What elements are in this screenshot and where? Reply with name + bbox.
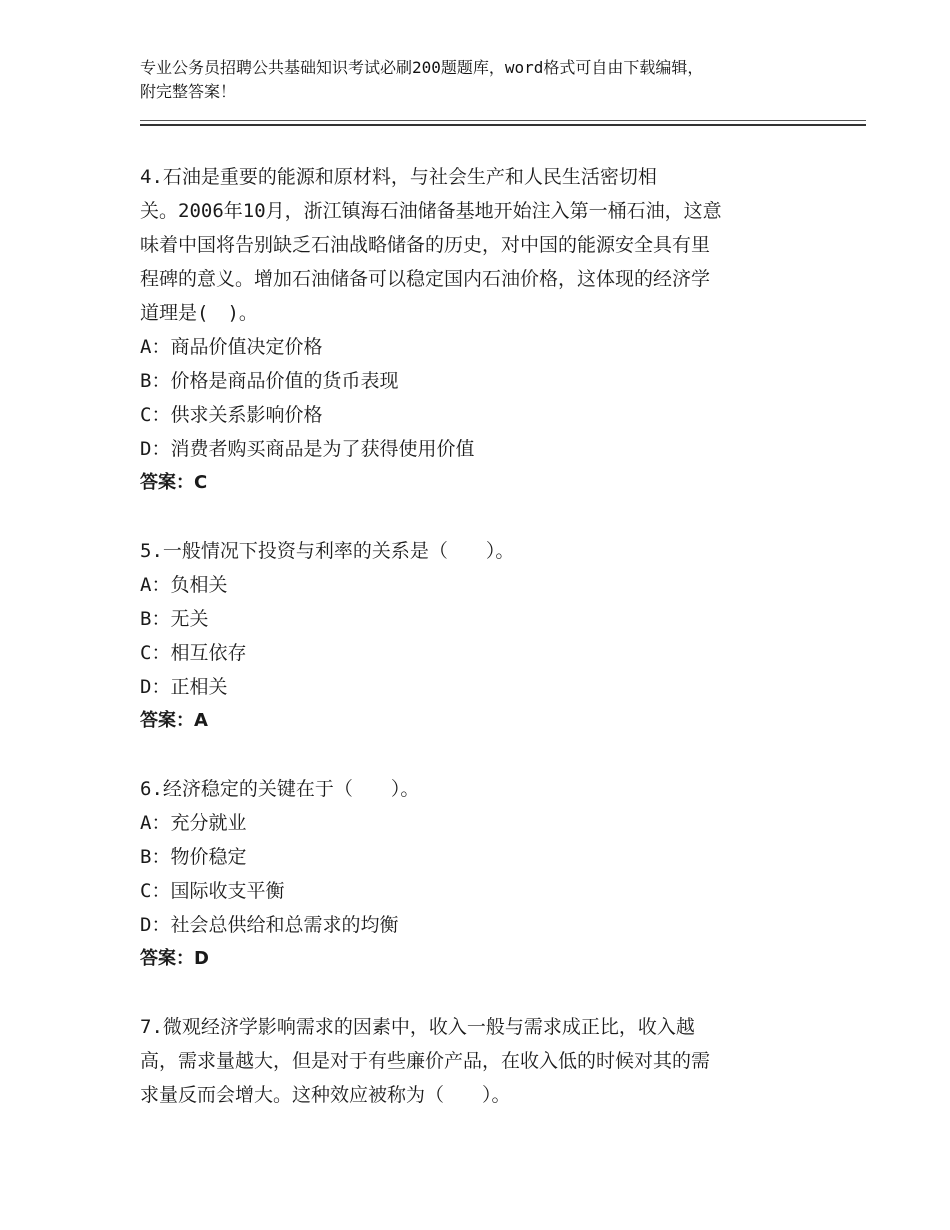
stem-line: 高，需求量越大，但是对于有些廉价产品，在收入低的时候对其的需 [140, 1050, 711, 1072]
option-d: D：正相关 [140, 676, 228, 698]
header-line-1: 专业公务员招聘公共基础知识考试必刷200题题库，word格式可自由下载编辑， [140, 58, 704, 77]
option-c: C：供求关系影响价格 [140, 404, 323, 426]
header-line-2: 附完整答案！ [140, 82, 237, 101]
answer-label: 答案：C [140, 472, 208, 493]
header-divider-thick [140, 124, 866, 126]
stem-line: 道理是( )。 [140, 302, 258, 324]
answer-label: 答案：D [140, 948, 209, 969]
option-a: A：充分就业 [140, 812, 247, 834]
stem-line: 6.经济稳定的关键在于（ ）。 [140, 778, 420, 800]
option-d: D：消费者购买商品是为了获得使用价值 [140, 438, 475, 460]
question-4 [140, 160, 840, 500]
option-b: B：价格是商品价值的货币表现 [140, 370, 399, 392]
question-7 [140, 1010, 840, 1112]
question-stem [140, 772, 840, 806]
question-list [140, 160, 840, 1146]
answer-label: 答案：A [140, 710, 208, 731]
option-b: B：无关 [140, 608, 209, 630]
stem-line: 4.石油是重要的能源和原材料，与社会生产和人民生活密切相 [140, 166, 657, 188]
stem-line: 求量反而会增大。这种效应被称为（ ）。 [140, 1084, 511, 1106]
option-d: D：社会总供给和总需求的均衡 [140, 914, 399, 936]
option-b: B：物价稳定 [140, 846, 247, 868]
question-stem [140, 160, 840, 330]
option-c: C：相互依存 [140, 642, 247, 664]
document-header [140, 56, 820, 104]
header-divider-thin [140, 120, 866, 121]
stem-line: 程碑的意义。增加石油储备可以稳定国内石油价格，这体现的经济学 [140, 268, 711, 290]
question-stem [140, 534, 840, 568]
stem-line: 5.一般情况下投资与利率的关系是（ ）。 [140, 540, 515, 562]
option-c: C：国际收支平衡 [140, 880, 285, 902]
option-a: A：负相关 [140, 574, 228, 596]
question-6 [140, 772, 840, 976]
stem-line: 味着中国将告别缺乏石油战略储备的历史，对中国的能源安全具有里 [140, 234, 711, 256]
question-5 [140, 534, 840, 738]
option-a: A：商品价值决定价格 [140, 336, 323, 358]
question-stem [140, 1010, 840, 1112]
stem-line: 关。2006年10月，浙江镇海石油储备基地开始注入第一桶石油，这意 [140, 200, 722, 222]
stem-line: 7.微观经济学影响需求的因素中，收入一般与需求成正比，收入越 [140, 1016, 695, 1038]
